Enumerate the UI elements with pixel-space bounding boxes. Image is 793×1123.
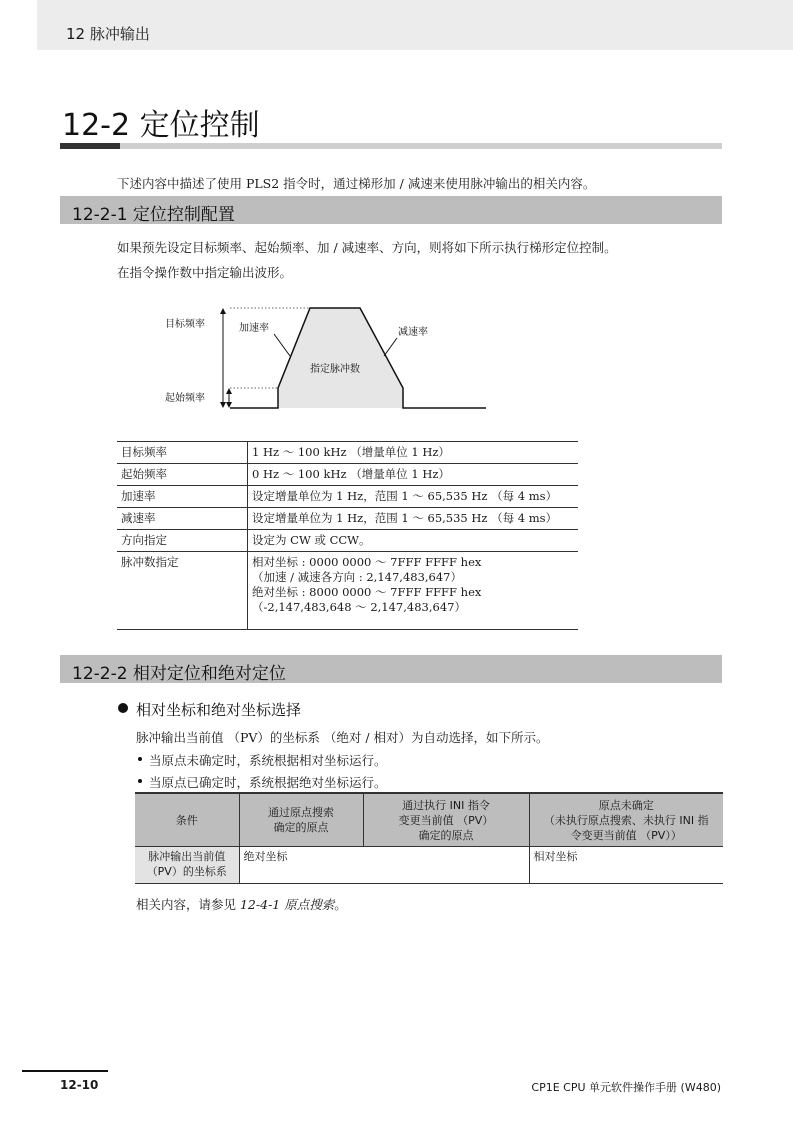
- header-origin-undetermined: 原点未确定 （未执行原点搜索、未执行 INI 指 令变更当前值 （PV））: [529, 793, 723, 847]
- relative-coordinate-cell: 相对坐标: [529, 847, 723, 884]
- spec-name: 减速率: [117, 508, 248, 530]
- list-item: 当原点未确定时，系统根据相对坐标运行。: [149, 753, 387, 768]
- pulse-spec-line: 相对坐标 : 0000 0000 ～ 7FFF FFFF hex: [252, 555, 482, 569]
- trapezoid-waveform-diagram: [150, 298, 500, 418]
- pulse-area: [278, 308, 403, 408]
- list-item: 当原点已确定时，系统根据绝对坐标运行。: [149, 775, 387, 790]
- page-header: [37, 0, 793, 50]
- header-ini-instruction: 通过执行 INI 指令 变更当前值 （PV） 确定的原点: [363, 793, 529, 847]
- spec-name: 目标频率: [117, 442, 248, 464]
- bullet-dot-icon: [118, 703, 128, 713]
- intro-paragraph: 下述内容中描述了使用 PLS2 指令时，通过梯形加 / 减速来使用脉冲输出的相关内容。: [117, 176, 596, 191]
- table-row: [117, 552, 578, 630]
- bullet-heading: 相对坐标和绝对坐标选择: [136, 701, 302, 719]
- page-number: 12-10: [60, 1078, 99, 1092]
- spec-name: 脉冲数指定: [117, 552, 248, 630]
- spec-value: 设定为 CW 或 CCW。: [248, 530, 579, 552]
- table-row: [117, 442, 578, 464]
- reference-suffix: 。: [334, 897, 347, 912]
- spec-value: 0 Hz ～ 100 kHz （增量单位 1 Hz）: [248, 464, 579, 486]
- table-row: [117, 486, 578, 508]
- reference-line: [136, 895, 347, 913]
- list-bullet-icon: [138, 757, 142, 761]
- subsection-bar-2: [60, 655, 722, 683]
- footer-rule: [22, 1070, 108, 1072]
- accel-label: 加速率: [239, 323, 269, 334]
- header-condition: 条件: [135, 793, 239, 847]
- chapter-title: 12 脉冲输出: [66, 25, 150, 43]
- manual-title: CP1E CPU 单元软件操作手册 (W480): [531, 1081, 721, 1094]
- section-title: 12-2 定位控制: [62, 108, 260, 143]
- spec-name: 起始频率: [117, 464, 248, 486]
- decel-label: 减速率: [398, 327, 428, 338]
- spec-value: [248, 552, 579, 630]
- table-row: [135, 847, 723, 884]
- subsection-bar-1: [60, 196, 722, 224]
- spec-name: 加速率: [117, 486, 248, 508]
- spec-name: 方向指定: [117, 530, 248, 552]
- table-row: [117, 464, 578, 486]
- spec-value: 1 Hz ～ 100 kHz （增量单位 1 Hz）: [248, 442, 579, 464]
- spec-value: 设定增量单位为 1 Hz，范围 1 ～ 65,535 Hz （每 4 ms）: [248, 508, 579, 530]
- pulse-spec-line: 绝对坐标 : 8000 0000 ～ 7FFF FFFF hex: [252, 585, 482, 599]
- subsection-title-2: 12-2-2 相对定位和绝对定位: [72, 664, 286, 684]
- target-freq-label: 目标频率: [165, 319, 205, 330]
- start-freq-label: 起始频率: [165, 393, 205, 404]
- reference-link[interactable]: 12-4-1 原点搜索: [239, 897, 335, 912]
- absolute-coordinate-cell: 绝对坐标: [239, 847, 529, 884]
- pulse-spec-line: （-2,147,483,648 ～ 2,147,483,647）: [252, 600, 466, 614]
- decel-leader: [384, 338, 397, 356]
- table-header-row: [135, 793, 723, 847]
- spec-value: 设定增量单位为 1 Hz，范围 1 ～ 65,535 Hz （每 4 ms）: [248, 486, 579, 508]
- accel-leader: [274, 334, 290, 356]
- list-bullet-icon: [138, 779, 142, 783]
- section-title-rule: [120, 143, 722, 149]
- pulse-spec-line: （加速 / 减速各方向 : 2,147,483,647）: [252, 570, 463, 584]
- section-title-bar: [60, 143, 120, 149]
- sub1-line-1: 如果预先设定目标频率、起始频率、加 / 减速率、方向，则将如下所示执行梯形定位控制。: [117, 240, 617, 255]
- table-row: [117, 530, 578, 552]
- sub1-line-2: 在指令操作数中指定输出波形。: [117, 265, 293, 280]
- row-header-pv-coordinate: 脉冲输出当前值 （PV）的坐标系: [135, 847, 239, 884]
- table-row: [117, 508, 578, 530]
- header-origin-search: 通过原点搜索 确定的原点: [239, 793, 363, 847]
- pulse-count-label: 指定脉冲数: [310, 364, 360, 375]
- coord-description: 脉冲输出当前值 （PV）的坐标系 （绝对 / 相对）为自动选择，如下所示。: [136, 730, 549, 745]
- reference-prefix: 相关内容，请参见: [136, 897, 240, 912]
- positioning-spec-table: [117, 441, 578, 630]
- coordinate-selection-table: [135, 792, 723, 884]
- subsection-title-1: 12-2-1 定位控制配置: [72, 205, 235, 225]
